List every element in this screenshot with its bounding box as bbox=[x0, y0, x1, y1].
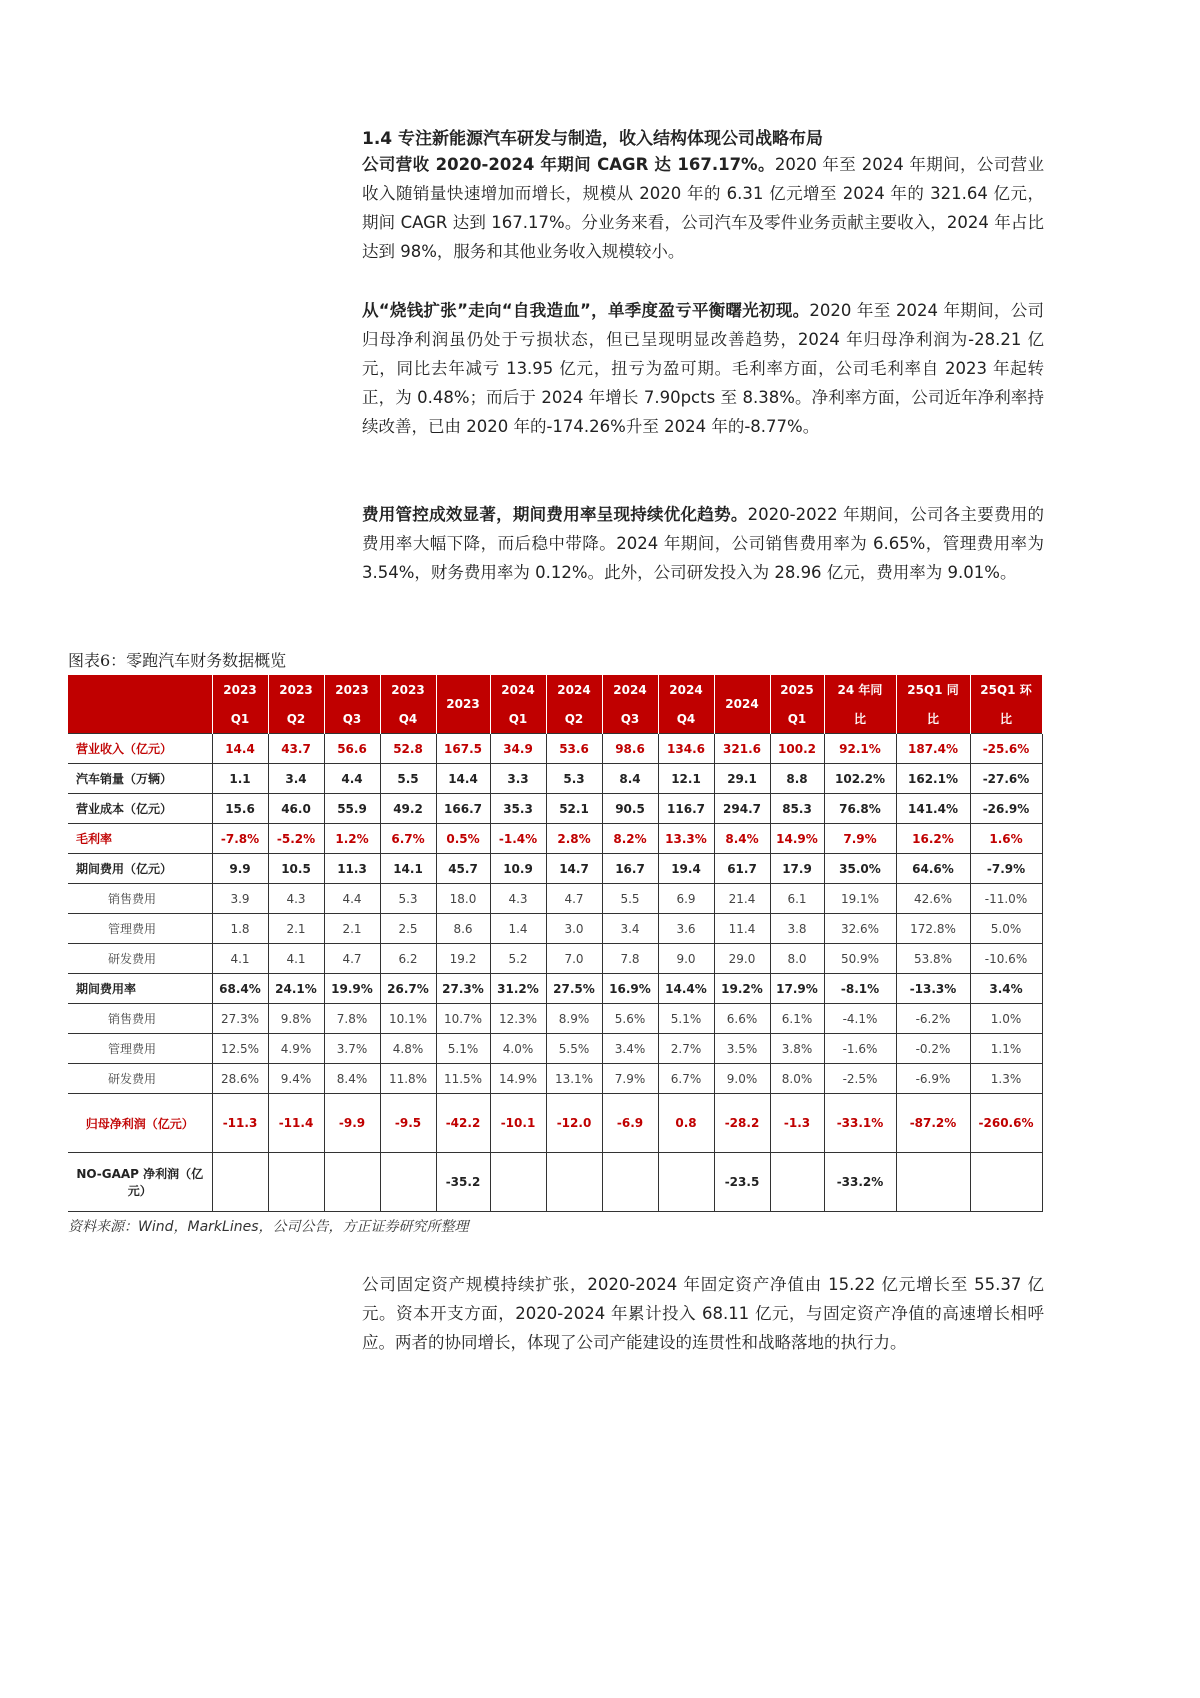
table-cell: 12.1 bbox=[658, 764, 714, 794]
table-cell: 9.4% bbox=[268, 1064, 324, 1094]
table-cell: 4.7 bbox=[324, 944, 380, 974]
paragraph-lead: 从“烧钱扩张”走向“自我造血”，单季度盈亏平衡曙光初现。 bbox=[362, 301, 810, 320]
table-cell: -10.1 bbox=[490, 1094, 546, 1153]
table-cell: 61.7 bbox=[714, 854, 770, 884]
table-cell: 9.0 bbox=[658, 944, 714, 974]
table-cell: 14.4% bbox=[658, 974, 714, 1004]
table-cell: -11.3 bbox=[212, 1094, 268, 1153]
table-cell: -7.9% bbox=[970, 854, 1042, 884]
column-header-period: Q2 bbox=[268, 704, 324, 734]
paragraph-expenses bbox=[362, 500, 1044, 587]
table-cell: -10.6% bbox=[970, 944, 1042, 974]
table-cell: 8.2% bbox=[602, 824, 658, 854]
table-cell: 5.6% bbox=[602, 1004, 658, 1034]
table-cell: -0.2% bbox=[896, 1034, 970, 1064]
row-label: 期间费用（亿元） bbox=[68, 854, 212, 884]
table-cell: -87.2% bbox=[896, 1094, 970, 1153]
table-cell: 26.7% bbox=[380, 974, 436, 1004]
column-header-year: 2024 bbox=[546, 675, 602, 704]
table-cell bbox=[546, 1153, 602, 1212]
table-cell: -2.5% bbox=[824, 1064, 896, 1094]
table-cell: 8.0 bbox=[770, 944, 824, 974]
table-cell: -26.9% bbox=[970, 794, 1042, 824]
table-cell bbox=[324, 1153, 380, 1212]
table-cell: -11.0% bbox=[970, 884, 1042, 914]
column-header-year: 2023 bbox=[268, 675, 324, 704]
paragraph-body: 2020-2022 年期间，公司各主要费用的费用率大幅下降，而后稳中带降。2024 年期间，公司销售费用率为 6.65%，管理费用率为 3.54%，财务费用率为 0.12%。此外，公司研发投入为 28.96 亿元，费用率为 9.01%。 bbox=[362, 505, 1044, 582]
table-cell: 7.9% bbox=[824, 824, 896, 854]
column-header-period: Q1 bbox=[212, 704, 268, 734]
table-cell: 6.9 bbox=[658, 884, 714, 914]
row-label: 营业成本（亿元） bbox=[68, 794, 212, 824]
table-cell: 3.4% bbox=[602, 1034, 658, 1064]
table-cell: 5.2 bbox=[490, 944, 546, 974]
financial-table bbox=[68, 675, 1043, 1212]
table-row bbox=[68, 974, 1042, 1004]
table-cell: 116.7 bbox=[658, 794, 714, 824]
row-label: 期间费用率 bbox=[68, 974, 212, 1004]
table-cell: -33.2% bbox=[824, 1153, 896, 1212]
table-cell: 6.7% bbox=[380, 824, 436, 854]
table-cell: 21.4 bbox=[714, 884, 770, 914]
table-cell: -42.2 bbox=[436, 1094, 490, 1153]
table-cell: 50.9% bbox=[824, 944, 896, 974]
table-cell: -23.5 bbox=[714, 1153, 770, 1212]
table-cell: -12.0 bbox=[546, 1094, 602, 1153]
table-cell: 68.4% bbox=[212, 974, 268, 1004]
table-row bbox=[68, 884, 1042, 914]
row-label: 研发费用 bbox=[68, 944, 212, 974]
table-cell: -8.1% bbox=[824, 974, 896, 1004]
column-header-year: 25Q1 环 bbox=[970, 675, 1042, 704]
table-cell bbox=[602, 1153, 658, 1212]
table-cell: 19.9% bbox=[324, 974, 380, 1004]
table-cell: 4.4 bbox=[324, 764, 380, 794]
table-cell: 12.5% bbox=[212, 1034, 268, 1064]
table-cell: 3.5% bbox=[714, 1034, 770, 1064]
table-body bbox=[68, 734, 1042, 1212]
column-header-period: Q3 bbox=[324, 704, 380, 734]
table-cell: 162.1% bbox=[896, 764, 970, 794]
table-cell: 19.2% bbox=[714, 974, 770, 1004]
row-label: 管理费用 bbox=[68, 914, 212, 944]
table-cell: 2.7% bbox=[658, 1034, 714, 1064]
column-header-period: 比 bbox=[824, 704, 896, 734]
table-cell: 11.8% bbox=[380, 1064, 436, 1094]
header-row bbox=[68, 704, 1042, 734]
column-header-period: Q1 bbox=[490, 704, 546, 734]
header-corner bbox=[68, 675, 212, 734]
table-cell: -7.8% bbox=[212, 824, 268, 854]
row-label: 归母净利润（亿元） bbox=[68, 1094, 212, 1153]
table-cell: 6.1% bbox=[770, 1004, 824, 1034]
table-cell: 14.4 bbox=[436, 764, 490, 794]
table-row bbox=[68, 734, 1042, 764]
table-cell: 4.3 bbox=[268, 884, 324, 914]
table-cell: 10.7% bbox=[436, 1004, 490, 1034]
table-header bbox=[68, 675, 1042, 734]
table-cell: 17.9 bbox=[770, 854, 824, 884]
table-cell: 3.8% bbox=[770, 1034, 824, 1064]
table-cell: 19.1% bbox=[824, 884, 896, 914]
column-header-year: 2024 bbox=[490, 675, 546, 704]
table-cell: 0.5% bbox=[436, 824, 490, 854]
table-cell: -33.1% bbox=[824, 1094, 896, 1153]
table-cell: -35.2 bbox=[436, 1153, 490, 1212]
column-header-period: Q3 bbox=[602, 704, 658, 734]
table-cell: 3.9 bbox=[212, 884, 268, 914]
table-cell: 4.4 bbox=[324, 884, 380, 914]
table-cell: 29.0 bbox=[714, 944, 770, 974]
table-cell: 4.9% bbox=[268, 1034, 324, 1064]
table-cell: 2.8% bbox=[546, 824, 602, 854]
table-cell: 8.9% bbox=[546, 1004, 602, 1034]
table-cell: 52.1 bbox=[546, 794, 602, 824]
table-cell: 3.4 bbox=[602, 914, 658, 944]
row-label: 销售费用 bbox=[68, 884, 212, 914]
table-cell: -25.6% bbox=[970, 734, 1042, 764]
table-caption: 图表6：零跑汽车财务数据概览 bbox=[68, 651, 287, 670]
table-cell: 64.6% bbox=[896, 854, 970, 884]
table-cell bbox=[490, 1153, 546, 1212]
table-row bbox=[68, 794, 1042, 824]
table-cell: 13.1% bbox=[546, 1064, 602, 1094]
table-cell: 55.9 bbox=[324, 794, 380, 824]
table-cell: 35.3 bbox=[490, 794, 546, 824]
row-label: NO-GAAP 净利润（亿元） bbox=[68, 1153, 212, 1212]
table-cell: 17.9% bbox=[770, 974, 824, 1004]
table-row bbox=[68, 1034, 1042, 1064]
table-row bbox=[68, 1004, 1042, 1034]
column-header: 2023 bbox=[436, 675, 490, 734]
table-cell: 100.2 bbox=[770, 734, 824, 764]
table-cell: 5.0% bbox=[970, 914, 1042, 944]
column-header-period: Q1 bbox=[770, 704, 824, 734]
table-cell: 4.7 bbox=[546, 884, 602, 914]
table-cell: -1.3 bbox=[770, 1094, 824, 1153]
table-cell: 14.4 bbox=[212, 734, 268, 764]
table-cell: 4.1 bbox=[268, 944, 324, 974]
table-cell: 6.1 bbox=[770, 884, 824, 914]
table-cell: 1.0% bbox=[970, 1004, 1042, 1034]
column-header-period: Q4 bbox=[380, 704, 436, 734]
table-cell: 1.1% bbox=[970, 1034, 1042, 1064]
table-cell: 18.0 bbox=[436, 884, 490, 914]
table-cell: 14.7 bbox=[546, 854, 602, 884]
table-cell: 3.0 bbox=[546, 914, 602, 944]
table-cell: -4.1% bbox=[824, 1004, 896, 1034]
table-cell: 2.5 bbox=[380, 914, 436, 944]
column-header-year: 2024 bbox=[602, 675, 658, 704]
table-cell: 3.8 bbox=[770, 914, 824, 944]
table-cell: 8.0% bbox=[770, 1064, 824, 1094]
table-cell: -28.2 bbox=[714, 1094, 770, 1153]
table-cell: 5.5 bbox=[602, 884, 658, 914]
header-row bbox=[68, 675, 1042, 704]
table-cell bbox=[770, 1153, 824, 1212]
table-cell: 53.8% bbox=[896, 944, 970, 974]
table-cell: 19.4 bbox=[658, 854, 714, 884]
table-cell: 11.4 bbox=[714, 914, 770, 944]
table-cell: 9.8% bbox=[268, 1004, 324, 1034]
column-header-year: 2023 bbox=[212, 675, 268, 704]
table-cell: -6.9% bbox=[896, 1064, 970, 1094]
table-cell: 9.0% bbox=[714, 1064, 770, 1094]
table-row bbox=[68, 914, 1042, 944]
table-cell: 134.6 bbox=[658, 734, 714, 764]
table-cell: 5.1% bbox=[436, 1034, 490, 1064]
table-cell: 6.6% bbox=[714, 1004, 770, 1034]
table-cell: 6.2 bbox=[380, 944, 436, 974]
table-cell: -260.6% bbox=[970, 1094, 1042, 1153]
table-cell: 1.1 bbox=[212, 764, 268, 794]
table-cell: 3.6 bbox=[658, 914, 714, 944]
table-cell bbox=[380, 1153, 436, 1212]
table-cell: 31.2% bbox=[490, 974, 546, 1004]
paragraph-lead: 公司营收 2020-2024 年期间 CAGR 达 167.17%。 bbox=[362, 155, 775, 174]
table-cell: 5.3 bbox=[380, 884, 436, 914]
table-cell: 1.4 bbox=[490, 914, 546, 944]
column-header: 2024 bbox=[714, 675, 770, 734]
paragraph-profit bbox=[362, 296, 1044, 441]
column-header-year: 24 年同 bbox=[824, 675, 896, 704]
table-cell: 43.7 bbox=[268, 734, 324, 764]
row-label: 毛利率 bbox=[68, 824, 212, 854]
column-header-year: 2023 bbox=[380, 675, 436, 704]
table-cell: 28.6% bbox=[212, 1064, 268, 1094]
table-cell: 3.4 bbox=[268, 764, 324, 794]
table-cell: 7.9% bbox=[602, 1064, 658, 1094]
paragraph-revenue bbox=[362, 150, 1044, 266]
section-title: 1.4 专注新能源汽车研发与制造，收入结构体现公司战略布局 bbox=[362, 129, 824, 149]
table-cell: -27.6% bbox=[970, 764, 1042, 794]
table-cell: 16.2% bbox=[896, 824, 970, 854]
table-cell: 3.4% bbox=[970, 974, 1042, 1004]
column-header-period: 比 bbox=[896, 704, 970, 734]
table-cell: 15.6 bbox=[212, 794, 268, 824]
table-cell: -11.4 bbox=[268, 1094, 324, 1153]
table-cell: 294.7 bbox=[714, 794, 770, 824]
table-cell: 4.1 bbox=[212, 944, 268, 974]
table-cell: 10.5 bbox=[268, 854, 324, 884]
table-cell: 16.9% bbox=[602, 974, 658, 1004]
table-cell: 32.6% bbox=[824, 914, 896, 944]
table-cell: 1.6% bbox=[970, 824, 1042, 854]
table-cell: 5.5% bbox=[546, 1034, 602, 1064]
paragraph-fixed-assets bbox=[362, 1270, 1044, 1357]
table-cell: 56.6 bbox=[324, 734, 380, 764]
table-cell: 167.5 bbox=[436, 734, 490, 764]
table-cell: 5.5 bbox=[380, 764, 436, 794]
column-header-year: 2025 bbox=[770, 675, 824, 704]
table-cell: 6.7% bbox=[658, 1064, 714, 1094]
table-cell: 8.6 bbox=[436, 914, 490, 944]
table-cell: 19.2 bbox=[436, 944, 490, 974]
table-row bbox=[68, 1064, 1042, 1094]
table-cell: 76.8% bbox=[824, 794, 896, 824]
table-cell: -13.3% bbox=[896, 974, 970, 1004]
table-cell: 7.8 bbox=[602, 944, 658, 974]
table-cell: 5.1% bbox=[658, 1004, 714, 1034]
table-cell: 27.3% bbox=[436, 974, 490, 1004]
table-cell: 0.8 bbox=[658, 1094, 714, 1153]
table-row bbox=[68, 824, 1042, 854]
table-row bbox=[68, 854, 1042, 884]
table-cell: 24.1% bbox=[268, 974, 324, 1004]
table-cell: 8.4% bbox=[714, 824, 770, 854]
table-cell: 5.3 bbox=[546, 764, 602, 794]
table-cell: 35.0% bbox=[824, 854, 896, 884]
row-label: 汽车销量（万辆） bbox=[68, 764, 212, 794]
table-cell bbox=[268, 1153, 324, 1212]
table-cell: 27.5% bbox=[546, 974, 602, 1004]
table-cell: 4.3 bbox=[490, 884, 546, 914]
table-cell: 10.9 bbox=[490, 854, 546, 884]
column-header-period: Q4 bbox=[658, 704, 714, 734]
table-cell: 52.8 bbox=[380, 734, 436, 764]
column-header-period: Q2 bbox=[546, 704, 602, 734]
paragraph-body: 2020 年至 2024 年期间，公司营业收入随销量快速增加而增长，规模从 2020 年的 6.31 亿元增至 2024 年的 321.64 亿元，期间 CAGR 达到 167.17%。分业务来看，公司汽车及零件业务贡献主要收入，2024 年占比达到 98%，服务和其他业务收入规模较小。 bbox=[362, 155, 1045, 261]
table-row bbox=[68, 764, 1042, 794]
table-cell: 10.1% bbox=[380, 1004, 436, 1034]
table-source: 资料来源：Wind，MarkLines，公司公告，方正证券研究所整理 bbox=[68, 1219, 469, 1235]
table-cell: 2.1 bbox=[268, 914, 324, 944]
table-cell: 27.3% bbox=[212, 1004, 268, 1034]
table-cell: 92.1% bbox=[824, 734, 896, 764]
table-cell: 1.2% bbox=[324, 824, 380, 854]
table-cell: -9.5 bbox=[380, 1094, 436, 1153]
table-cell: -1.4% bbox=[490, 824, 546, 854]
table-cell: -9.9 bbox=[324, 1094, 380, 1153]
table-cell: 11.3 bbox=[324, 854, 380, 884]
table-cell: 11.5% bbox=[436, 1064, 490, 1094]
table-cell: 8.8 bbox=[770, 764, 824, 794]
row-label: 销售费用 bbox=[68, 1004, 212, 1034]
table-cell: 7.0 bbox=[546, 944, 602, 974]
row-label: 研发费用 bbox=[68, 1064, 212, 1094]
table-cell: 45.7 bbox=[436, 854, 490, 884]
table-cell: 14.1 bbox=[380, 854, 436, 884]
table-cell: -1.6% bbox=[824, 1034, 896, 1064]
table-cell: 102.2% bbox=[824, 764, 896, 794]
table-cell: 1.3% bbox=[970, 1064, 1042, 1094]
table-cell: 14.9% bbox=[770, 824, 824, 854]
column-header-year: 25Q1 同 bbox=[896, 675, 970, 704]
table-row bbox=[68, 944, 1042, 974]
table-cell bbox=[212, 1153, 268, 1212]
table-cell: 34.9 bbox=[490, 734, 546, 764]
table-cell: 29.1 bbox=[714, 764, 770, 794]
table-cell: 90.5 bbox=[602, 794, 658, 824]
column-header-year: 2024 bbox=[658, 675, 714, 704]
table-cell: 4.8% bbox=[380, 1034, 436, 1064]
table-cell: 8.4% bbox=[324, 1064, 380, 1094]
paragraph-body: 公司固定资产规模持续扩张，2020-2024 年固定资产净值由 15.22 亿元增长至 55.37 亿元。资本开支方面，2020-2024 年累计投入 68.11 亿元，与固定资产净值的高速增长相呼应。两者的协同增长，体现了公司产能建设的连贯性和战略落地的执行力。 bbox=[362, 1275, 1044, 1352]
table-row bbox=[68, 1153, 1042, 1212]
paragraph-body: 2020 年至 2024 年期间，公司归母净利润虽仍处于亏损状态，但已呈现明显改善趋势，2024 年归母净利润为-28.21 亿元，同比去年减亏 13.95 亿元，扭亏为盈可期。毛利率方面，公司毛利率自 2023 年起转正，为 0.48%；而后于 2024 年增长 7.90pcts 至 8.38%。净利率方面，公司近年净利率持续改善，已由 2020 年的-174.26%升至 2024 年的-8.77%。 bbox=[362, 301, 1044, 436]
table-cell: 321.6 bbox=[714, 734, 770, 764]
table-cell: 14.9% bbox=[490, 1064, 546, 1094]
table-cell: 3.3 bbox=[490, 764, 546, 794]
table-cell bbox=[896, 1153, 970, 1212]
table-cell: 7.8% bbox=[324, 1004, 380, 1034]
table-cell: 98.6 bbox=[602, 734, 658, 764]
table-cell: 4.0% bbox=[490, 1034, 546, 1064]
table-cell: 49.2 bbox=[380, 794, 436, 824]
table-cell: -6.2% bbox=[896, 1004, 970, 1034]
table-cell: -5.2% bbox=[268, 824, 324, 854]
table-cell: 13.3% bbox=[658, 824, 714, 854]
row-label: 营业收入（亿元） bbox=[68, 734, 212, 764]
table-cell: 166.7 bbox=[436, 794, 490, 824]
table-cell: 187.4% bbox=[896, 734, 970, 764]
table-cell: 42.6% bbox=[896, 884, 970, 914]
table-cell: 16.7 bbox=[602, 854, 658, 884]
table-cell: -6.9 bbox=[602, 1094, 658, 1153]
row-label: 管理费用 bbox=[68, 1034, 212, 1064]
table-cell: 9.9 bbox=[212, 854, 268, 884]
table-cell bbox=[658, 1153, 714, 1212]
table-cell: 85.3 bbox=[770, 794, 824, 824]
table-cell: 2.1 bbox=[324, 914, 380, 944]
table-cell bbox=[970, 1153, 1042, 1212]
column-header-period: 比 bbox=[970, 704, 1042, 734]
table-cell: 8.4 bbox=[602, 764, 658, 794]
table-cell: 12.3% bbox=[490, 1004, 546, 1034]
table-cell: 141.4% bbox=[896, 794, 970, 824]
table-cell: 3.7% bbox=[324, 1034, 380, 1064]
table-row bbox=[68, 1094, 1042, 1153]
table-cell: 172.8% bbox=[896, 914, 970, 944]
table-cell: 1.8 bbox=[212, 914, 268, 944]
table-cell: 46.0 bbox=[268, 794, 324, 824]
column-header-year: 2023 bbox=[324, 675, 380, 704]
table-cell: 53.6 bbox=[546, 734, 602, 764]
paragraph-lead: 费用管控成效显著，期间费用率呈现持续优化趋势。 bbox=[362, 505, 748, 524]
